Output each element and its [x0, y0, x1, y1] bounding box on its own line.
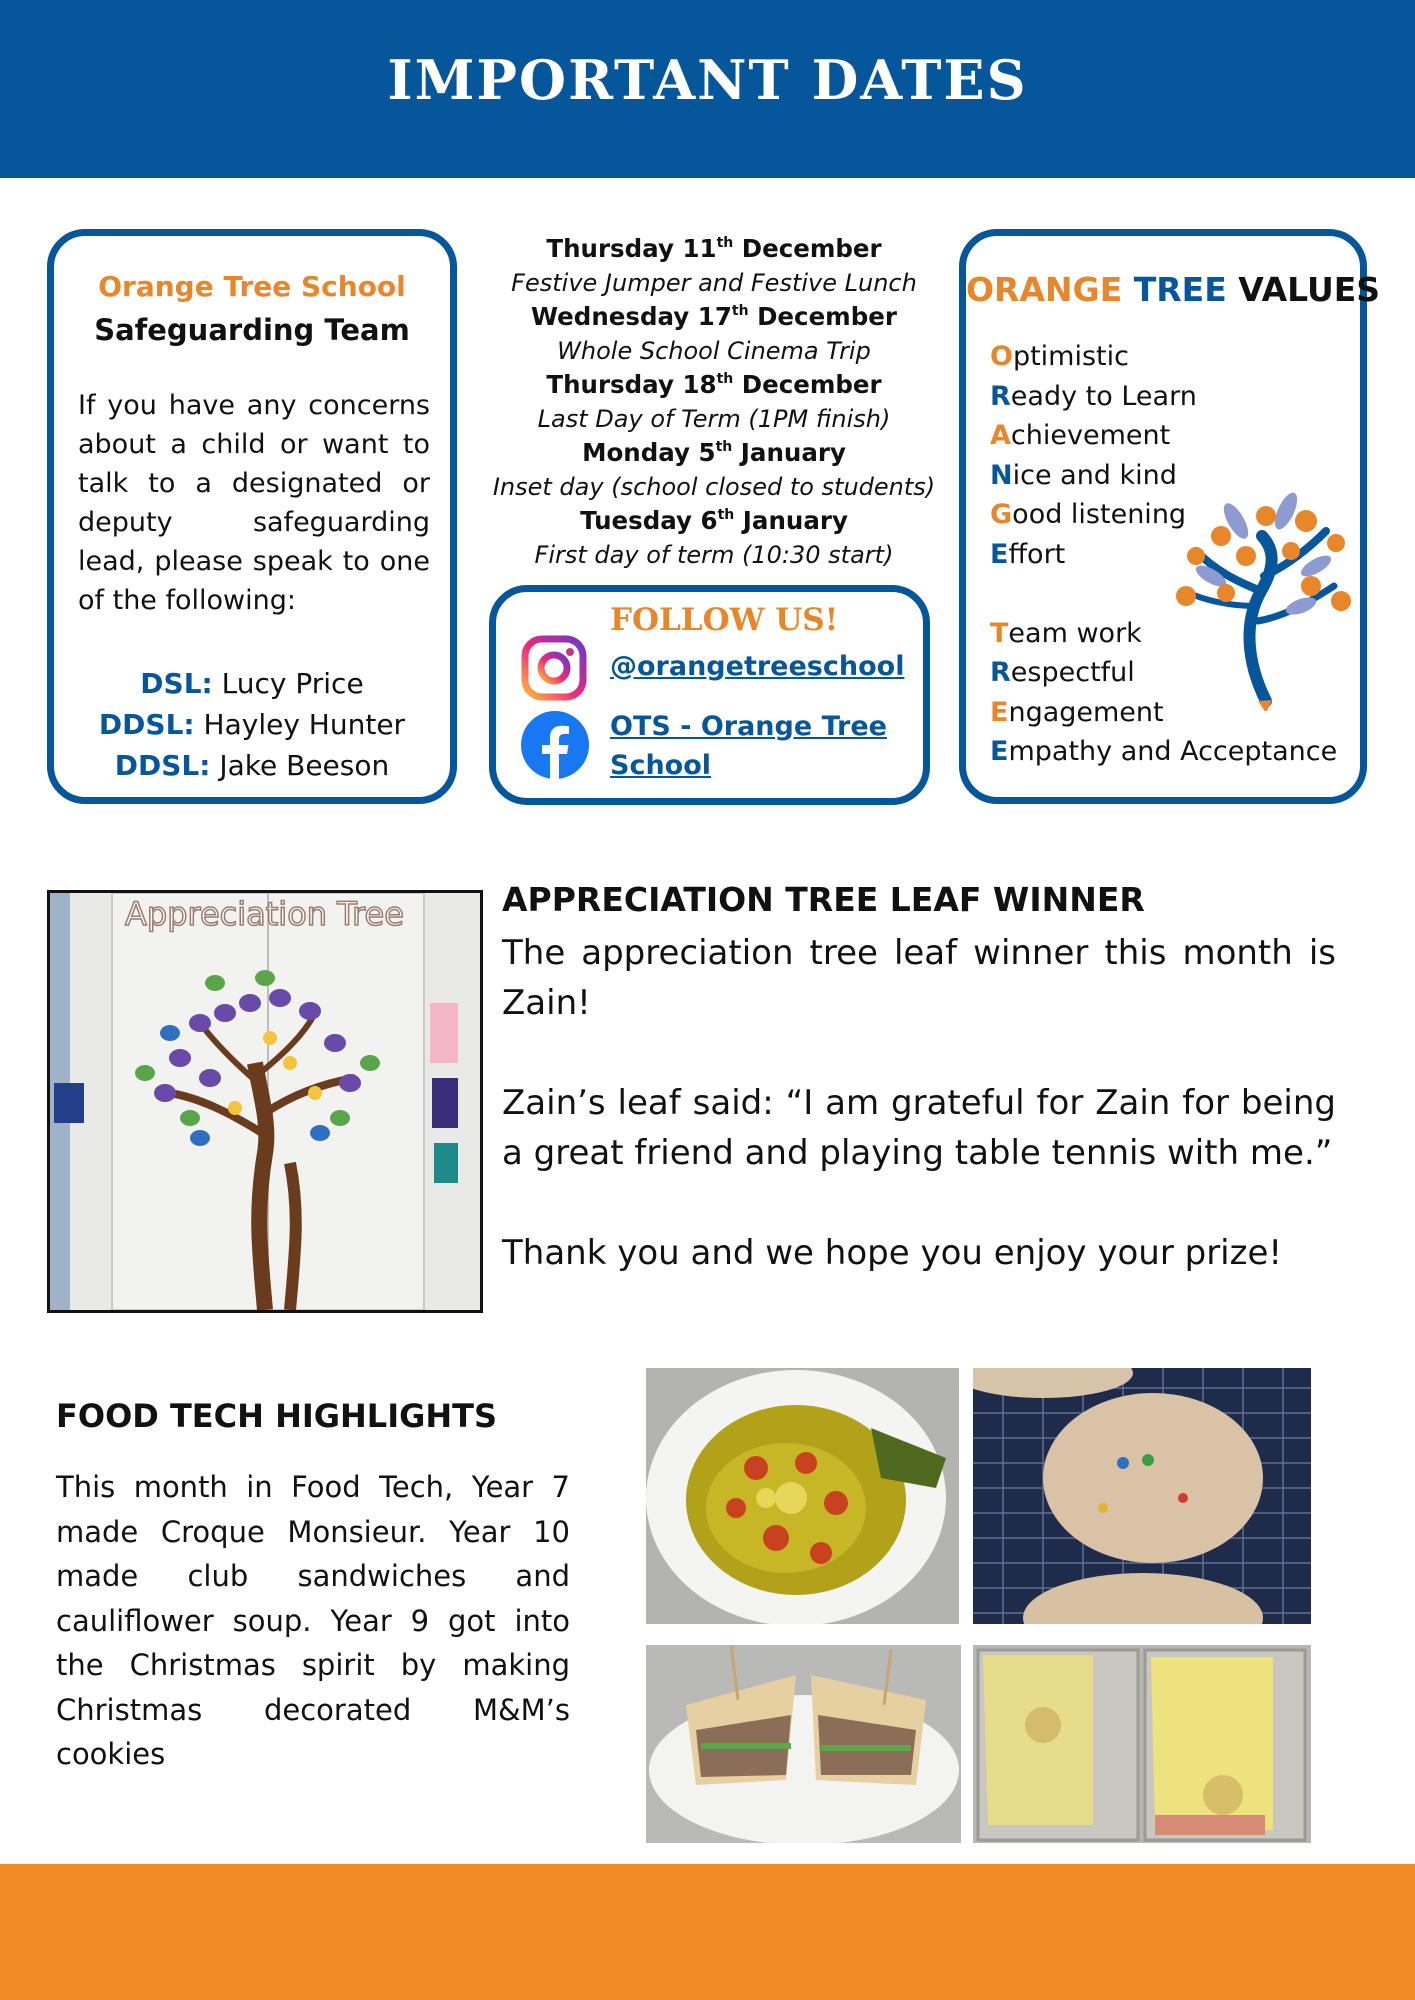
date-event: Whole School Cinema Trip: [557, 337, 871, 365]
date-month: December: [741, 370, 882, 399]
appreciation-title: APPRECIATION TREE LEAF WINNER: [502, 880, 1145, 919]
page-title: IMPORTANT DATES: [387, 48, 1028, 112]
contact-role: DDSL:: [98, 708, 195, 741]
date-entry: [483, 232, 945, 300]
date-month: December: [757, 302, 897, 331]
school-name: Orange Tree School: [98, 270, 406, 303]
safeguarding-text: If you have any concerns about a child or want to talk to a designated or deputy safeguarding lead, please speak to one of the following:: [78, 390, 430, 616]
date-suffix: th: [717, 507, 735, 523]
date-day: Thursday 18: [546, 370, 717, 399]
follow-us-box: [489, 585, 930, 805]
instagram-icon[interactable]: [520, 634, 588, 702]
safeguarding-team-title: Safeguarding Team: [94, 313, 410, 347]
value-item: Optimistic: [990, 341, 1129, 372]
safeguarding-contacts: [54, 663, 450, 786]
contact-row: [54, 704, 450, 745]
value-item: Good listening: [990, 499, 1187, 530]
footer-band: [0, 1864, 1415, 2000]
appreciation-paragraph: Zain’s leaf said: “I am grateful for Zain for being a great friend and playing table tennis with me.”: [502, 1083, 1336, 1173]
date-month: January: [742, 506, 848, 535]
food-tech-text: This month in Food Tech, Year 7 made Croque Monsieur. Year 10 made club sandwiches and cauliflower soup. Year 9 got into the Christmas spirit by making Christmas decorated M&M’s cookies: [56, 1470, 570, 1771]
date-event: First day of term (10:30 start): [534, 541, 894, 569]
safeguarding-box: [47, 229, 457, 804]
value-item: Empathy and Acceptance: [990, 736, 1338, 767]
value-item: Respectful: [990, 657, 1135, 688]
date-entry: [483, 300, 945, 368]
date-event: Last Day of Term (1PM finish): [537, 405, 891, 433]
date-entry: [483, 368, 945, 436]
date-day: Thursday 11: [546, 234, 717, 263]
safeguarding-heading: [54, 270, 450, 347]
header-banner: [0, 0, 1415, 178]
croque-monsieur-photo: [973, 1645, 1311, 1843]
contact-name: Jake Beeson: [219, 749, 390, 782]
date-suffix: th: [715, 439, 733, 455]
value-item: Nice and kind: [990, 459, 1177, 491]
food-tech-title: FOOD TECH HIGHLIGHTS: [56, 1397, 498, 1435]
appreciation-paragraph: Thank you and we hope you enjoy your prize!: [502, 1233, 1283, 1273]
appreciation-text: [502, 928, 1336, 1278]
sandwich-photo: [646, 1645, 961, 1843]
contact-name: Hayley Hunter: [203, 708, 406, 741]
appreciation-paragraph: The appreciation tree leaf winner this month is Zain!: [502, 933, 1336, 1023]
value-item: Effort: [990, 538, 1066, 570]
cookies-photo: [973, 1368, 1311, 1624]
date-day: Tuesday 6: [580, 506, 718, 535]
values-title: ORANGE TREE VALUES: [966, 270, 1381, 309]
date-month: December: [741, 234, 882, 263]
photo-sign-text: Appreciation Tree: [125, 895, 404, 933]
value-item: Team work: [990, 617, 1142, 649]
date-event: Inset day (school closed to students): [492, 473, 936, 501]
contact-name: Lucy Price: [221, 667, 364, 700]
contact-row: [54, 663, 450, 704]
facebook-icon[interactable]: [520, 710, 590, 780]
date-entry: [483, 436, 945, 504]
contact-row: [54, 745, 450, 786]
value-item: Achievement: [990, 420, 1171, 451]
instagram-link[interactable]: @orangetreeschool: [610, 651, 905, 682]
contact-role: DSL:: [140, 667, 213, 700]
follow-us-title: FOLLOW US!: [610, 602, 839, 638]
values-box: [959, 229, 1381, 804]
appreciation-photo-drawing: [50, 893, 480, 1310]
date-suffix: th: [731, 303, 749, 319]
soup-photo: [646, 1368, 959, 1624]
date-day: Monday 5: [582, 438, 716, 467]
date-suffix: th: [716, 371, 734, 387]
appreciation-tree-photo: [47, 890, 483, 1313]
date-event: Festive Jumper and Festive Lunch: [511, 269, 917, 297]
contact-role: DDSL:: [114, 749, 211, 782]
date-day: Wednesday 17: [531, 302, 732, 331]
date-entry: [483, 504, 945, 572]
value-item: Engagement: [990, 696, 1164, 728]
date-month: January: [740, 438, 846, 467]
important-dates-list: [483, 232, 945, 572]
value-item: Ready to Learn: [990, 380, 1197, 412]
date-suffix: th: [716, 235, 734, 251]
tree-logo-icon: [1166, 481, 1356, 711]
facebook-link[interactable]: OTS - Orange Tree School: [610, 711, 887, 781]
